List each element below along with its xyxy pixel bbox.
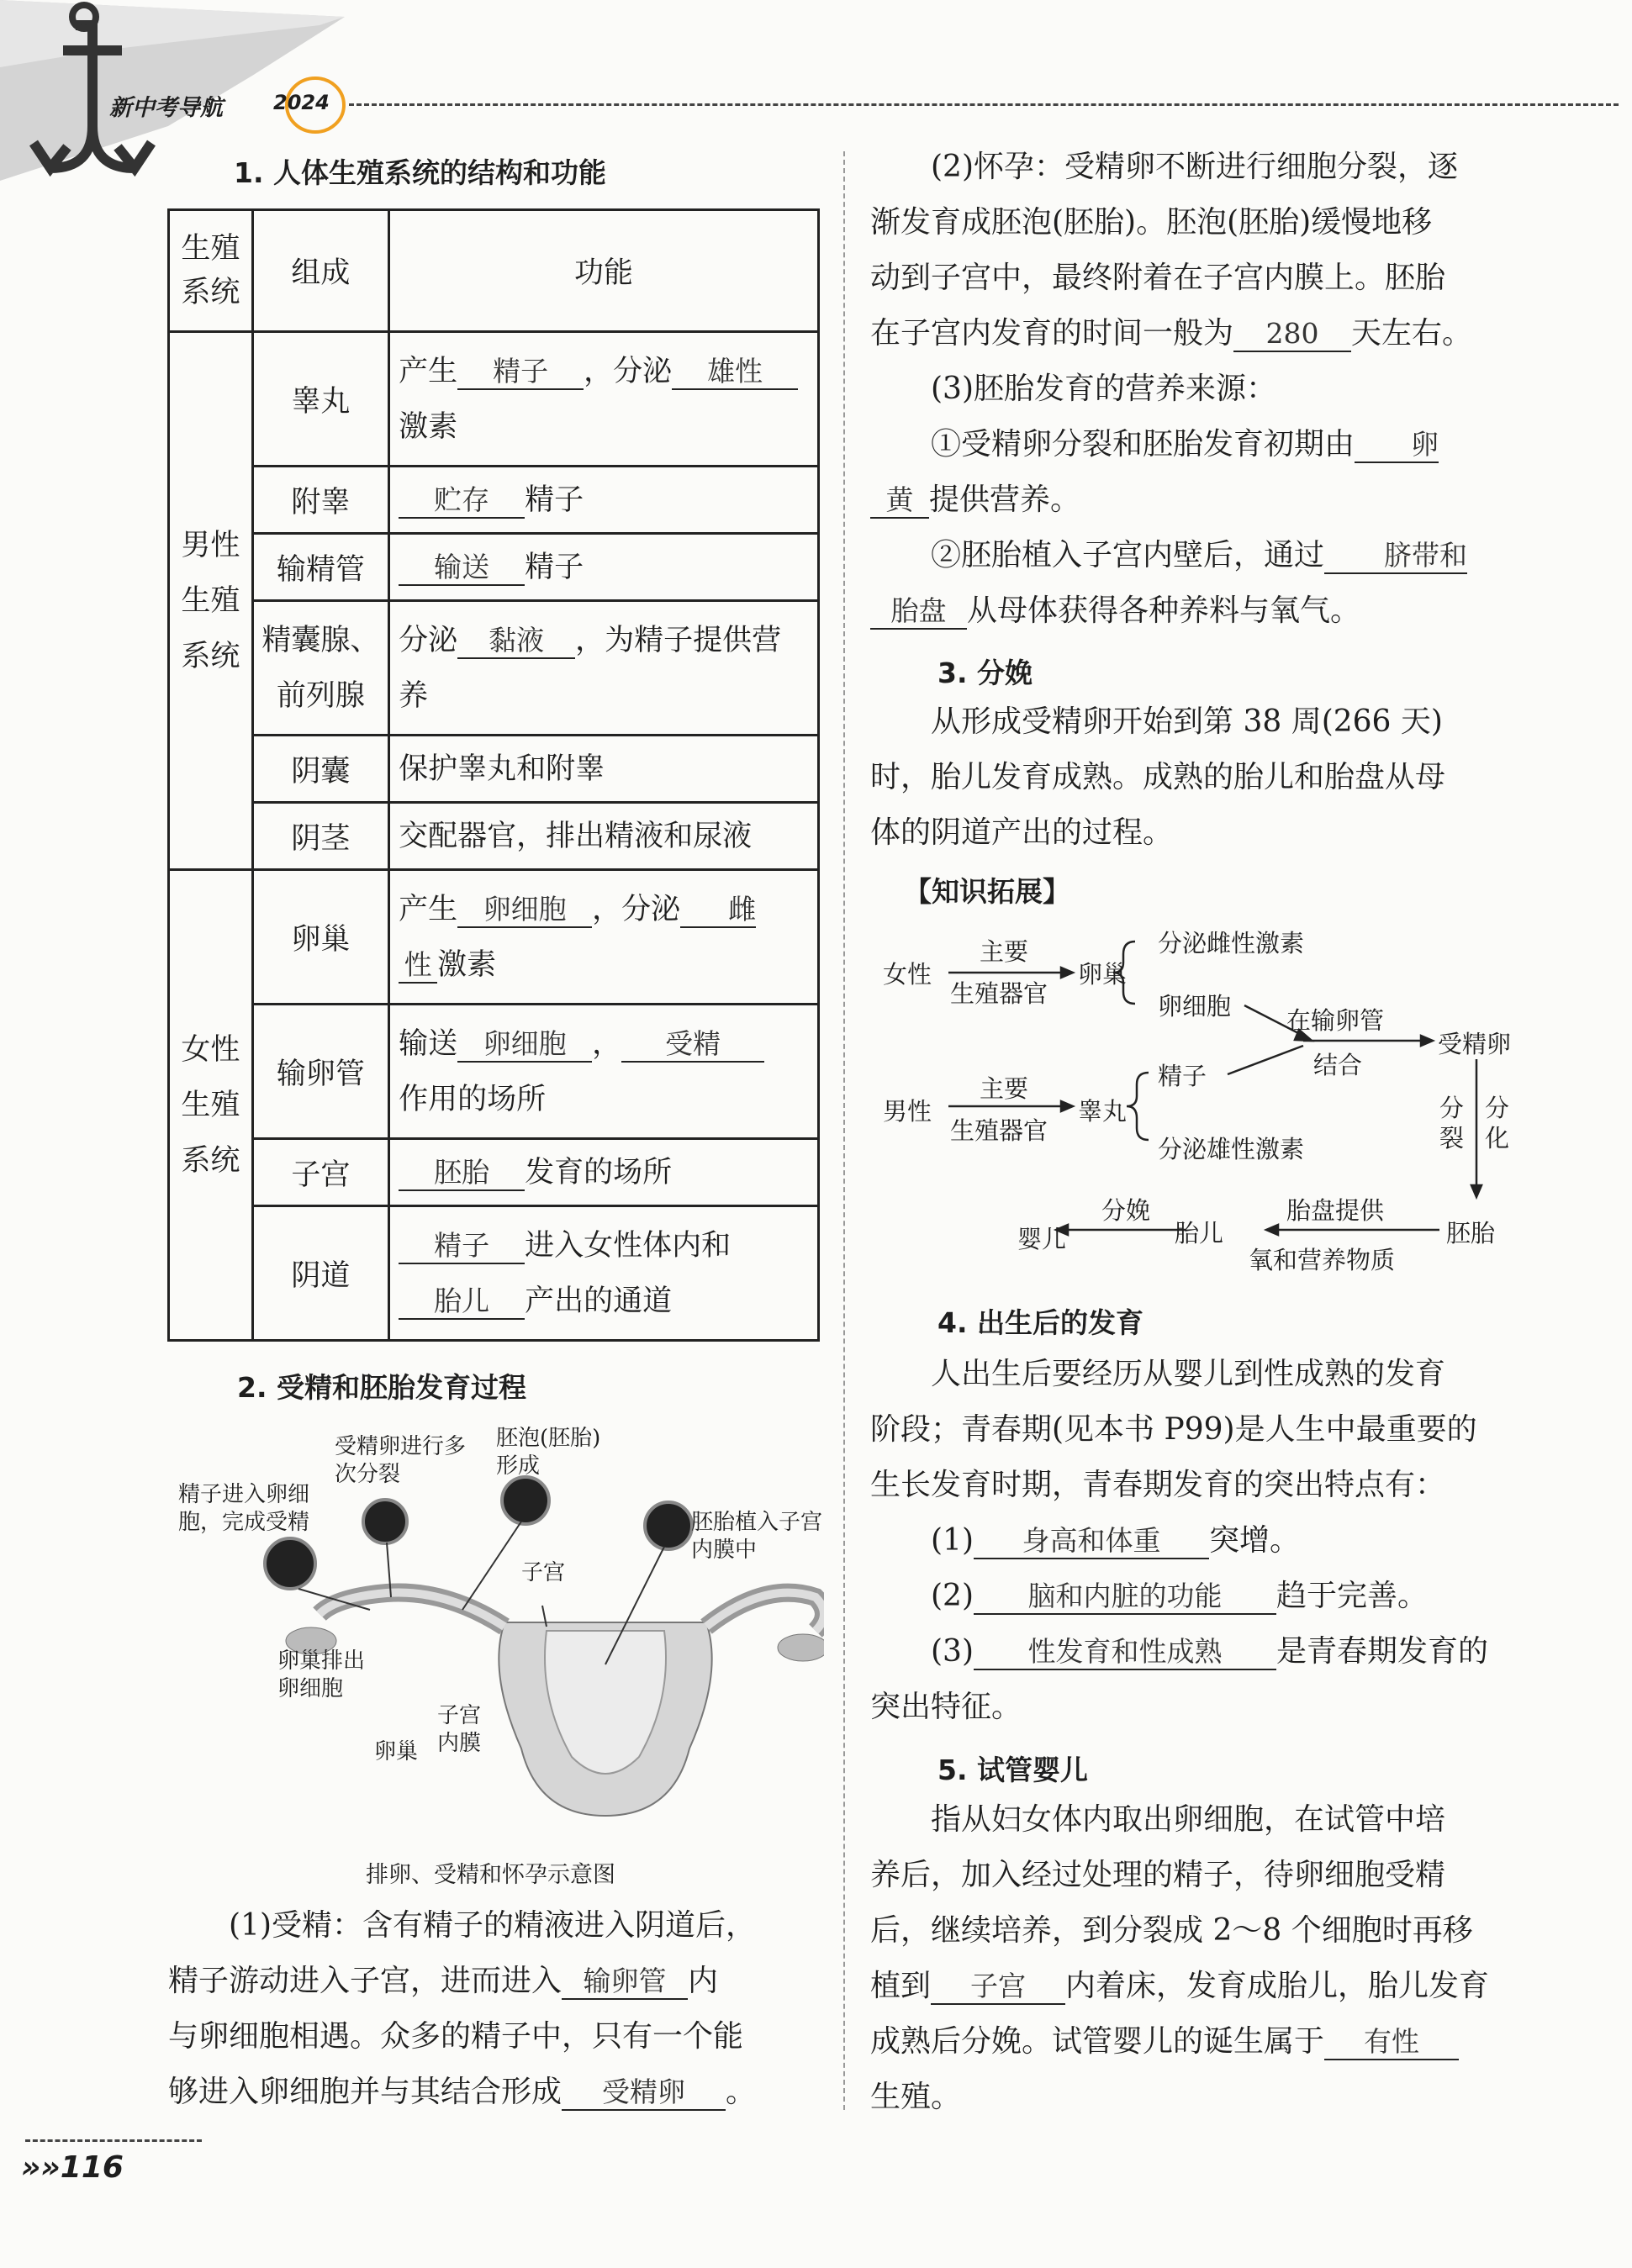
table-row (169, 803, 819, 870)
flow-embryo: 胚胎 (1446, 1219, 1496, 1247)
label-zygote-splits: 受精卵进行多次分裂 (335, 1434, 467, 1487)
flow-diff: 分化 (1485, 1094, 1510, 1152)
section1-heading: 1. 人体生殖系统的结构和功能 (234, 156, 606, 189)
flow-testis: 睾丸 (1078, 1097, 1128, 1126)
flow-placenta: 胎盘提供 (1286, 1196, 1385, 1225)
section2-heading: 2. 受精和胚胎发育过程 (237, 1371, 526, 1404)
label-blastocyst: 胚泡(胚胎)形成 (496, 1426, 601, 1479)
ivf-paragraph: 指从妇女体内取出卵细胞，在试管中培 养后，加入经过处理的精子，待卵细胞受精 后，继续培养，到分裂成 2～8 个细胞时再移 植到 子宫 内着床，发育成胎儿，胎儿发育 成熟后分娩。试管婴儿的诞生属于 有性 生殖。 (870, 1802, 1490, 2114)
label-implant: 胚胎植入子宫内膜中 (691, 1510, 823, 1563)
function-cell: 产生 精子 ，分泌 雄性 激素 (389, 332, 819, 467)
label-ovary: 卵巢 (374, 1739, 419, 1764)
knowledge-extension-heading: 【知识拓展】 (904, 875, 1070, 908)
col-header-organ: 组成 (252, 210, 388, 332)
function-cell: 胚胎 发育的场所 (389, 1139, 819, 1206)
col-header-function: 功能 (389, 210, 819, 332)
delivery-paragraph: 从形成受精卵开始到第 38 周(266 天) 时，胎儿发育成熟。成熟的胎儿和胎盘从母 体的阴道产出的过程。 (870, 704, 1446, 850)
organ-cell: 输卵管 (252, 1005, 388, 1139)
flow-organ-male: 生殖器官 (950, 1116, 1048, 1145)
table-row (169, 467, 819, 534)
table-row (169, 332, 819, 467)
function-cell: 交配器官，排出精液和尿液 (389, 803, 819, 870)
organ-cell: 卵巢 (252, 870, 388, 1005)
column-divider (843, 151, 845, 2110)
table-row (169, 736, 819, 803)
organ-cell: 附睾 (252, 467, 388, 534)
table-row (169, 601, 819, 736)
label-uterus: 子宫 (521, 1560, 566, 1585)
flow-fetus: 胎儿 (1175, 1219, 1224, 1247)
organ-cell: 输精管 (252, 534, 388, 601)
flow-organ-female: 生殖器官 (950, 979, 1048, 1008)
table-row (169, 1005, 819, 1139)
organ-cell: 子宫 (252, 1139, 388, 1206)
page-number: »»116 (21, 2150, 124, 2185)
function-cell: 精子 进入女性体内和 胎儿 产出的通道 (389, 1206, 819, 1341)
section3-heading: 3. 分娩 (937, 657, 1033, 689)
label-ovary-release: 卵巢排出卵细胞 (277, 1648, 366, 1701)
label-sperm-enters: 精子进入卵细胞，完成受精 (178, 1482, 310, 1535)
function-cell: 贮存 精子 (389, 467, 819, 534)
table-row (169, 1139, 819, 1206)
table-header-row (169, 210, 819, 332)
organ-cell: 阴茎 (252, 803, 388, 870)
function-cell: 输送 卵细胞 ， 受精 作用的场所 (389, 1005, 819, 1139)
flow-in-oviduct: 在输卵管 (1286, 1006, 1385, 1035)
function-cell: 输送 精子 (389, 534, 819, 601)
label-endometrium: 子宫内膜 (437, 1703, 482, 1756)
header-divider (349, 103, 1619, 106)
flow-ovary: 卵巢 (1078, 960, 1128, 989)
organ-cell: 阴囊 (252, 736, 388, 803)
organ-cell: 睾丸 (252, 332, 388, 467)
function-cell: 保护睾丸和附睾 (389, 736, 819, 803)
flow-nutrients: 氧和营养物质 (1249, 1246, 1396, 1274)
flow-combine: 结合 (1313, 1051, 1363, 1079)
reproductive-system-table (167, 208, 820, 1342)
section5-heading: 5. 试管婴儿 (937, 1754, 1088, 1786)
function-cell: 分泌 黏液 ，为精子提供营养 (389, 601, 819, 736)
header-year: 2024 (273, 91, 330, 114)
flow-baby: 婴儿 (1017, 1225, 1067, 1253)
flow-zygote: 受精卵 (1438, 1030, 1512, 1058)
table-row (169, 534, 819, 601)
section4-heading: 4. 出生后的发育 (937, 1306, 1143, 1339)
organ-cell: 精囊腺、前列腺 (252, 601, 388, 736)
flow-male: 男性 (883, 1097, 932, 1126)
flow-split: 分裂 (1439, 1094, 1465, 1152)
development-paragraph: 人出生后要经历从婴儿到性成熟的发育 阶段；青春期(见本书 P99)是人生中最重要的 生长发育时期，青春期发育的突出特点有： (1) 身高和体重 突增。 (2) 脑和内脏的功能 趋于完善。 (3) 性发育和性成熟 是青春期发育的 突出特征。 (870, 1357, 1489, 1724)
flow-sperm: 精子 (1158, 1062, 1207, 1090)
male-system-cell: 男性生殖系统 (169, 332, 253, 870)
function-cell: 产生 卵细胞 ，分泌 雌 性 激素 (389, 870, 819, 1005)
col-header-system: 生殖系统 (169, 210, 253, 332)
organ-cell: 阴道 (252, 1206, 388, 1341)
flow-female: 女性 (883, 960, 932, 989)
pregnancy-paragraph: (2)怀孕：受精卵不断进行细胞分裂，逐 渐发育成胚泡(胚胎)。胚泡(胚胎)缓慢地移 动到子宫中，最终附着在子宫内膜上。胚胎 在子宫内发育的时间一般为 280 天左右。 (3)胚胎发育的营养来源： ①受精卵分裂和胚胎发育初期由 卵 黄 提供营养。 ②胚胎植入子宫内壁后，通过 脐带和 胎盘 从母体获得各种养料与氧气。 (870, 150, 1473, 628)
flow-egg: 卵细胞 (1158, 992, 1232, 1021)
table-row (169, 1206, 819, 1341)
flow-main-male: 主要 (980, 1074, 1029, 1103)
flow-main-female: 主要 (980, 937, 1029, 966)
footer-divider (25, 2139, 202, 2142)
header-title: 新中考导航 (109, 95, 223, 121)
figure-caption: 排卵、受精和怀孕示意图 (366, 1862, 615, 1888)
table-row (169, 870, 819, 1005)
flow-delivery: 分娩 (1101, 1196, 1151, 1225)
flow-secrete-male: 分泌雄性激素 (1158, 1135, 1305, 1163)
female-system-cell: 女性生殖系统 (169, 870, 253, 1341)
fertilization-paragraph: (1)受精：含有精子的精液进入阴道后， 精子游动进入子宫，进而进入 输卵管 内 与卵细胞相遇。众多的精子中，只有一个能 够进入卵细胞并与其结合形成 受精卵 。 (168, 1908, 757, 2109)
flow-secrete-female: 分泌雌性激素 (1158, 929, 1305, 957)
